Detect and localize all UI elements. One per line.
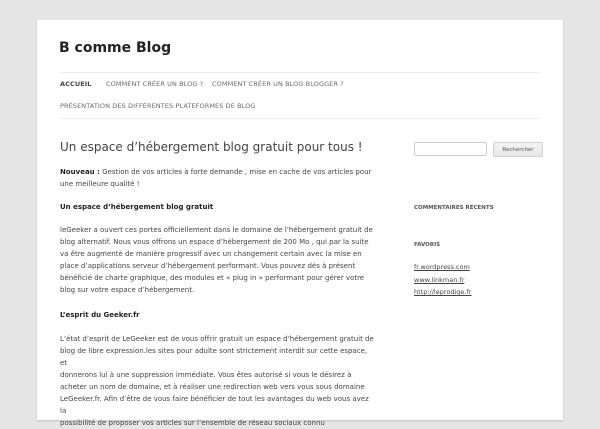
paragraph-hebergement xyxy=(60,224,375,296)
post-title[interactable]: Un espace d’hébergement blog gratuit pour tous ! xyxy=(60,140,363,154)
nav-item-creer-blog[interactable]: COMMENT CRÉER UN BLOG ? xyxy=(106,80,204,88)
recent-comments-title: COMMENTAIRES RÉCENTS xyxy=(414,205,494,211)
nav-item-accueil[interactable]: ACCUEIL xyxy=(60,80,92,88)
nav-item-creer-blog-blogger[interactable]: COMMENT CRÉER UN BLOG BLOGGER ? xyxy=(212,80,344,88)
main-navigation xyxy=(60,72,540,119)
favoris-link-leprodige[interactable]: http://leprodige.fr xyxy=(414,288,472,296)
search-button[interactable]: Rechercher xyxy=(493,142,543,157)
paragraph-line: donnerons lui à une suppression immédiate. Vous êtes autorisé si vous le désirez à xyxy=(60,371,352,379)
heading-esprit: L’esprit du Geeker.fr xyxy=(60,311,140,319)
main-content xyxy=(60,140,380,427)
intro-paragraph xyxy=(60,166,375,190)
intro-text-2: une meilleure qualité ! xyxy=(60,180,140,188)
favoris-title: FAVORIS xyxy=(414,242,441,248)
paragraph-line: blog sur votre espace d’hébergement. xyxy=(60,286,195,294)
paragraph-line: bénéficié de charte graphique, des modules et « plug in » performant pour gérer votre xyxy=(60,274,365,282)
paragraph-line: possibilité de proposer vos articles sur l’ensemble de réseau sociaux connu xyxy=(60,419,325,427)
favoris-link-wordpress[interactable]: fr.wordpress.com xyxy=(414,263,470,271)
favoris-link-linkman[interactable]: www.linkman.fr xyxy=(414,276,465,284)
paragraph-line: leGeeker a ouvert ces portes officiellement dans le domaine de l’hébergement gratuit de xyxy=(60,226,373,234)
heading-hebergement: Un espace d’hébergement blog gratuit xyxy=(60,203,214,211)
intro-text-1: Gestion de vos articles à forte demande , mise en cache de vos articles pour xyxy=(99,168,372,176)
paragraph-esprit xyxy=(60,333,375,429)
paragraph-line: va être augmenté de manière progressif avec un changement certain avec la mise en xyxy=(60,250,362,258)
paragraph-line: blog de libre expression.les sites pour adulte sont strictement interdit sur cette espace, et xyxy=(60,347,368,367)
paragraph-line: L’état d’esprit de LeGeeker est de vous offrir gratuit un espace d’hébergement gratuit de xyxy=(60,335,374,343)
paragraph-line: place d’applications serveur d’hébergement performant. Vous pouvez dés à présent xyxy=(60,262,356,270)
intro-label: Nouveau : xyxy=(60,168,100,176)
site-title[interactable]: B comme Blog xyxy=(59,40,172,56)
paragraph-line: acheter un nom de domaine, et à réaliser une redirection web vers vous sous domaine xyxy=(60,383,365,391)
page-container xyxy=(37,20,563,427)
nav-item-plateformes[interactable]: PRÉSENTATION DES DIFFÉRENTES PLATEFORMES DE BLOG xyxy=(60,102,256,110)
search-input[interactable] xyxy=(414,142,487,156)
paragraph-line: LeGeeker.fr. Afin d’être de vous faire bénéficier de tout les avantages du web vous avez la xyxy=(60,395,369,415)
paragraph-line: blog alternatif. Nous vous offrons un espace d’hébergement de 200 Mo , qui par la suite xyxy=(60,238,369,246)
